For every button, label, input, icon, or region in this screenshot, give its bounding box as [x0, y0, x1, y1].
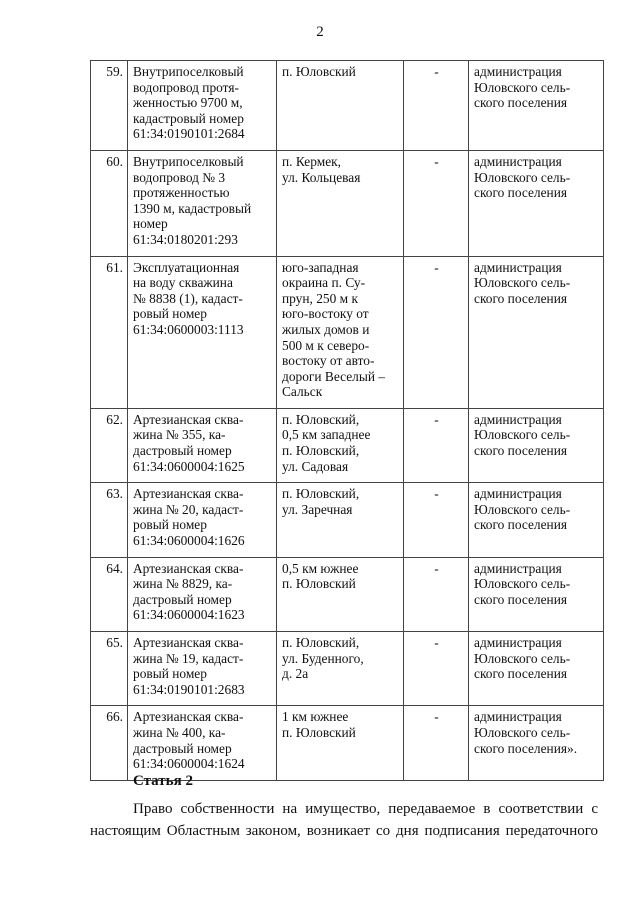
address-line: ул. Кольцевая [282, 169, 361, 185]
object-name-cell [128, 61, 277, 151]
object-name-cell [128, 557, 277, 631]
dash-cell: - [404, 557, 469, 631]
address-line: 1 км южнее [282, 709, 349, 725]
paragraph-line-2: настоящим Областным законом, возникает со дня подписания передаточного [90, 823, 598, 839]
holder-line: ского поселения [474, 517, 568, 533]
address-cell [277, 408, 404, 482]
object-name-line: Артезианская сква- [133, 635, 244, 650]
holder-line: администрация [474, 411, 562, 427]
dash-cell: - [404, 150, 469, 256]
object-name-line: 61:34:0180201:293 [133, 231, 238, 247]
address-line: ул. Буденного, [282, 650, 364, 666]
holder-line: администрация [474, 153, 562, 169]
object-name-line: Внутрипоселковый [133, 64, 244, 79]
holder-cell [469, 150, 604, 256]
table-row [91, 61, 604, 151]
holder-line: ского поселения». [474, 740, 578, 756]
address-line: д. 2а [282, 666, 309, 682]
holder-line: ского поселения [474, 443, 568, 459]
address-line: п. Юловский, [282, 635, 360, 650]
object-name-line: протяженностью [133, 185, 230, 201]
table-body [91, 61, 604, 781]
object-name-cell [128, 408, 277, 482]
object-name-cell [128, 483, 277, 557]
object-name-line: 61:34:0190101:2684 [133, 126, 245, 142]
dash-cell: - [404, 483, 469, 557]
article-heading: Статья 2 [133, 773, 193, 789]
holder-line: ского поселения [474, 591, 568, 607]
holder-line: Юловского сель- [474, 650, 571, 666]
holder-line: администрация [474, 259, 562, 275]
address-cell [277, 557, 404, 631]
table-row [91, 150, 604, 256]
table-row [91, 256, 604, 408]
address-cell [277, 483, 404, 557]
object-name-line: номер [133, 216, 168, 232]
table-row [91, 557, 604, 631]
address-line: п. Юловский [282, 724, 356, 740]
holder-cell [469, 408, 604, 482]
holder-line: Юловского сель- [474, 427, 571, 443]
holder-line: Юловского сель- [474, 724, 571, 740]
row-number: 64. [91, 557, 128, 631]
address-line: ул. Заречная [282, 501, 353, 517]
row-number: 60. [91, 150, 128, 256]
object-name-line: ровый номер [133, 306, 207, 322]
address-line: п. Юловский [282, 576, 356, 592]
object-name-line: ровый номер [133, 517, 207, 533]
row-number: 61. [91, 256, 128, 408]
holder-line: администрация [474, 709, 562, 725]
holder-line: администрация [474, 64, 562, 79]
table-row [91, 632, 604, 706]
object-name-line: 61:34:0600003:1113 [133, 321, 244, 337]
property-table [90, 60, 604, 781]
object-name-line: 1390 м, кадастровый [133, 200, 252, 216]
address-cell [277, 632, 404, 706]
object-name-line: Артезианская сква- [133, 486, 244, 502]
address-line: п. Кермек, [282, 153, 341, 169]
table-row [91, 483, 604, 557]
object-name-line: 61:34:0600004:1625 [133, 458, 245, 474]
address-line: окраина п. Су- [282, 275, 366, 291]
table-row [91, 706, 604, 780]
object-name-line: жина № 355, ка- [133, 427, 226, 443]
object-name-cell [128, 706, 277, 780]
object-name-line: Артезианская сква- [133, 709, 244, 725]
dash-cell: - [404, 61, 469, 151]
holder-cell [469, 483, 604, 557]
address-cell [277, 150, 404, 256]
address-line: Сальск [282, 384, 323, 400]
holder-line: Юловского сель- [474, 169, 571, 185]
holder-cell [469, 256, 604, 408]
object-name-line: Внутрипоселковый [133, 153, 244, 169]
object-name-line: жина № 8829, ка- [133, 576, 233, 592]
dash-cell: - [404, 706, 469, 780]
holder-line: администрация [474, 635, 562, 650]
row-number: 65. [91, 632, 128, 706]
object-name-line: женностью 9700 м, [133, 95, 243, 111]
object-name-line: на воду скважина [133, 275, 233, 291]
page-number: 2 [316, 24, 324, 40]
object-name-line: 61:34:0600004:1624 [133, 756, 245, 772]
dash-cell: - [404, 408, 469, 482]
object-name-line: дастровый номер [133, 443, 232, 459]
row-number: 63. [91, 483, 128, 557]
object-name-line: ровый номер [133, 666, 207, 682]
holder-line: ского поселения [474, 185, 568, 201]
address-line: дороги Веселый – [282, 368, 386, 384]
object-name-line: 61:34:0600004:1623 [133, 607, 245, 623]
object-name-cell [128, 632, 277, 706]
dash-cell: - [404, 632, 469, 706]
holder-cell [469, 557, 604, 631]
row-number: 62. [91, 408, 128, 482]
address-line: 500 м к северо- [282, 337, 370, 353]
address-line: 0,5 км западнее [282, 427, 371, 443]
address-cell [277, 706, 404, 780]
object-name-cell [128, 150, 277, 256]
holder-line: администрация [474, 486, 562, 502]
holder-line: Юловского сель- [474, 501, 571, 517]
address-line: п. Юловский, [282, 486, 360, 502]
object-name-line: жина № 20, кадаст- [133, 501, 244, 517]
address-line: востоку от авто- [282, 353, 375, 369]
holder-line: администрация [474, 560, 562, 576]
object-name-line: 61:34:0600004:1626 [133, 533, 245, 549]
address-line: ул. Садовая [282, 458, 349, 474]
address-line: 0,5 км южнее [282, 560, 359, 576]
row-number: 66. [91, 706, 128, 780]
object-name-line: 61:34:0190101:2683 [133, 681, 245, 697]
object-name-line: кадастровый номер [133, 110, 244, 126]
holder-line: ского поселения [474, 666, 568, 682]
object-name-line: Эксплуатационная [133, 259, 240, 275]
object-name-line: водопровод № 3 [133, 169, 226, 185]
holder-line: ского поселения [474, 95, 568, 111]
object-name-line: дастровый номер [133, 591, 232, 607]
holder-line: Юловского сель- [474, 79, 571, 95]
object-name-line: жина № 19, кадаст- [133, 650, 244, 666]
holder-line: Юловского сель- [474, 576, 571, 592]
holder-line: Юловского сель- [474, 275, 571, 291]
table-row [91, 408, 604, 482]
holder-cell [469, 61, 604, 151]
address-line: юго-востоку от [282, 306, 369, 322]
address-line: п. Юловский, [282, 443, 360, 459]
object-name-line: дастровый номер [133, 740, 232, 756]
holder-cell [469, 706, 604, 780]
address-line: жилых домов и [282, 321, 370, 337]
address-line: юго-западная [282, 259, 359, 275]
address-line: п. Юловский [282, 64, 356, 79]
object-name-line: водопровод протя- [133, 79, 239, 95]
row-number: 59. [91, 61, 128, 151]
holder-cell [469, 632, 604, 706]
object-name-line: Артезианская сква- [133, 560, 244, 576]
address-line: п. Юловский, [282, 411, 360, 427]
object-name-cell [128, 256, 277, 408]
paragraph-line-1: Право собственности на имущество, передаваемое в соответствии с [133, 801, 598, 817]
holder-line: ского поселения [474, 290, 568, 306]
object-name-line: жина № 400, ка- [133, 724, 226, 740]
address-line: прун, 250 м к [282, 290, 359, 306]
dash-cell: - [404, 256, 469, 408]
address-cell [277, 61, 404, 151]
address-cell [277, 256, 404, 408]
object-name-line: № 8838 (1), кадаст- [133, 290, 243, 306]
object-name-line: Артезианская сква- [133, 411, 244, 427]
